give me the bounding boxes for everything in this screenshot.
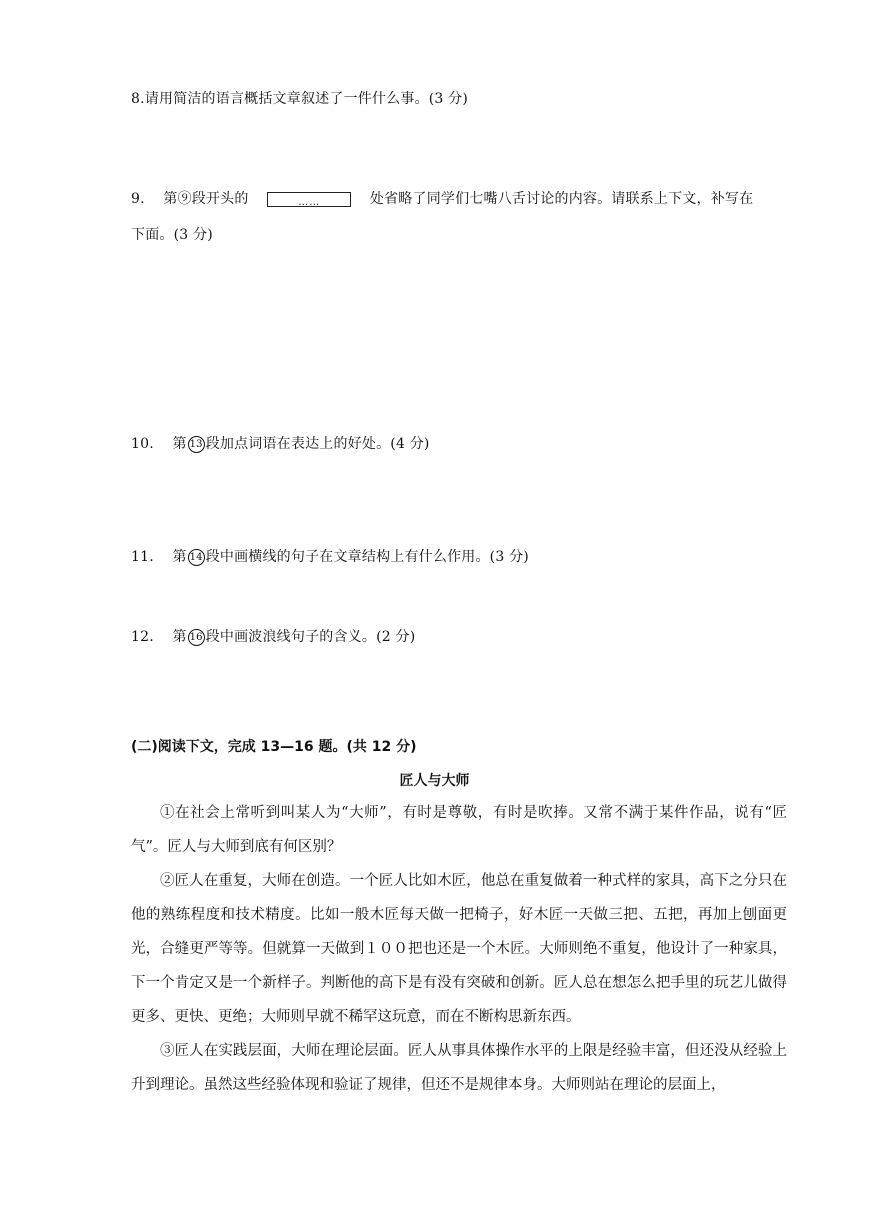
paragraph-1: ①在社会上常听到叫某人为“大师”，有时是尊敬，有时是吹捧。又常不满于某件作品，说有“匠气”。匠人与大师到底有何区别？ [131, 805, 787, 855]
circled-number-16: 16 [188, 629, 205, 646]
ellipsis-dots: …… [298, 196, 321, 208]
question-9-line2-text: 下面。(3 分) [131, 227, 213, 243]
circled-number-14: 14 [188, 549, 205, 566]
question-12-prefix: 第 [172, 629, 187, 645]
question-12-suffix: 段中画波浪线句子的含义。(2 分) [205, 629, 416, 645]
question-10 [131, 433, 430, 453]
question-9-line2 [131, 224, 213, 244]
question-9 [131, 188, 753, 208]
question-10-suffix: 段加点词语在表达上的好处。(4 分) [205, 436, 430, 452]
article-body [131, 796, 787, 1102]
section-heading: (二)阅读下文，完成 13—16 题。(共 12 分) [131, 739, 417, 755]
question-11-prefix: 第 [172, 549, 187, 565]
question-12-number: 12. [131, 629, 154, 645]
question-8 [131, 88, 468, 108]
article-title: 匠人与大师 [399, 773, 470, 789]
question-10-prefix: 第 [172, 436, 187, 452]
ellipsis-box [267, 192, 351, 207]
question-12 [131, 626, 415, 646]
question-9-prefix: 第⑨段开头的 [163, 191, 249, 207]
question-10-number: 10. [131, 436, 154, 452]
circled-number-13: 13 [188, 436, 205, 453]
question-9-suffix: 处省略了同学们七嘴八舌讨论的内容。请联系上下文，补写在 [369, 191, 754, 207]
question-11-suffix: 段中画横线的句子在文章结构上有什么作用。(3 分) [205, 549, 529, 565]
paragraph-2: ②匠人在重复，大师在创造。一个匠人比如木匠，他总在重复做着一种式样的家具，高下之分只在他的熟练程度和技术精度。比如一般木匠每天做一把椅子，好木匠一天做三把、五把，再加上刨面更光，合缝更严等等。但就算一天做到１００把也还是一个木匠。大师则绝不重复，他设计了一种家具，下一个肯定又是一个新样子。判断他的高下是有没有突破和创新。匠人总在想怎么把手里的玩艺儿做得更多、更快、更绝；大师则早就不稀罕这玩意，而在不断构思新东西。 [131, 873, 787, 1025]
question-11-number: 11. [131, 549, 154, 565]
question-9-number: 9. [131, 191, 145, 207]
paragraph-3: ③匠人在实践层面，大师在理论层面。匠人从事具体操作水平的上限是经验丰富，但还没从经验上升到理论。虽然这些经验体现和验证了规律，但还不是规律本身。大师则站在理论的层面上， [131, 1043, 787, 1093]
question-8-text: 8.请用简洁的语言概括文章叙述了一件什么事。(3 分) [131, 91, 469, 107]
question-11 [131, 546, 529, 566]
